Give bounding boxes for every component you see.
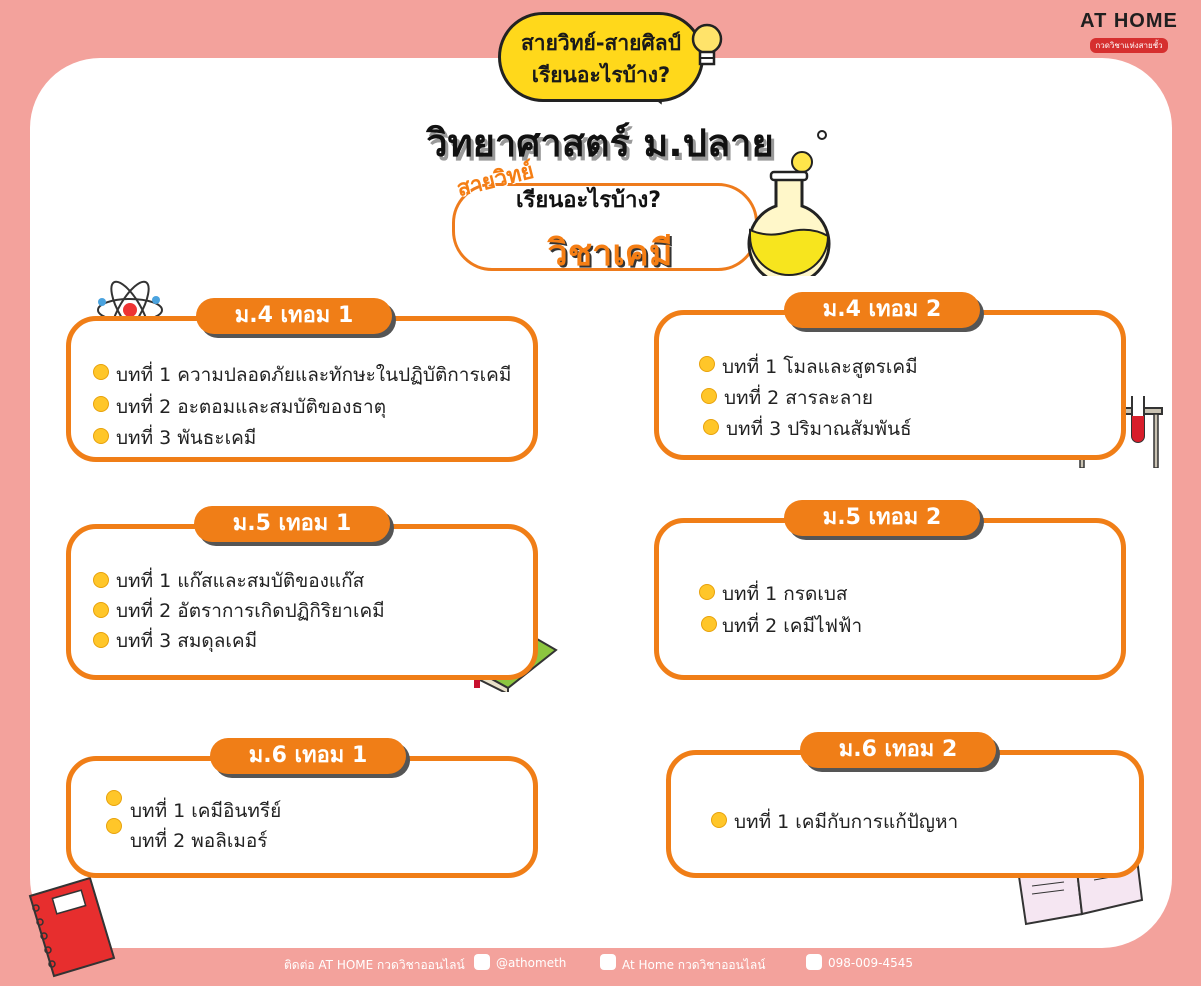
bullet-icon	[93, 572, 109, 588]
bullet-icon	[703, 419, 719, 435]
footer-contact-text: ติดต่อ AT HOME กวดวิชาออนไลน์	[284, 958, 465, 972]
bullet-icon	[106, 818, 122, 834]
bubble-line2: เรียนอะไรบ้าง?	[531, 63, 671, 87]
study-question: เรียนอะไรบ้าง?	[516, 188, 661, 213]
subject-title: วิชาเคมี	[547, 233, 673, 274]
bullet-icon	[93, 428, 109, 444]
line-icon	[474, 954, 490, 970]
section-label-m5-term2: ม.5 เทอม 2	[784, 500, 980, 536]
section-label-m4-term1: ม.4 เทอม 1	[196, 298, 392, 334]
bullet-icon	[701, 388, 717, 404]
brand-tagline: กวดวิชาแห่งสายชั้ว	[1090, 38, 1167, 53]
bullet-icon	[699, 356, 715, 372]
chapter-item: บทที่ 3 สมดุลเคมี	[116, 630, 258, 652]
bullet-icon	[93, 396, 109, 412]
lightbulb-icon	[690, 22, 724, 74]
phone-icon	[806, 954, 822, 970]
brand-name: AT HOME	[1080, 10, 1178, 32]
bullet-icon	[699, 584, 715, 600]
chapter-item: บทที่ 2 อัตราการเกิดปฏิกิริยาเคมี	[116, 600, 385, 622]
track-label: สายวิทย์	[454, 158, 537, 203]
chapter-item: บทที่ 1 ความปลอดภัยและทักษะในปฏิบัติการเคมี	[116, 364, 512, 386]
footer-line-id[interactable]: @athometh	[496, 956, 567, 970]
chapter-item: บทที่ 3 พันธะเคมี	[116, 427, 257, 449]
bullet-icon	[93, 364, 109, 380]
brand-logo[interactable]	[1074, 10, 1184, 53]
section-label-m5-term1: ม.5 เทอม 1	[194, 506, 390, 542]
bullet-icon	[93, 602, 109, 618]
speech-bubble	[498, 12, 704, 102]
bullet-icon	[701, 616, 717, 632]
bullet-icon	[93, 632, 109, 648]
footer-contact-bar	[0, 950, 1201, 986]
page-title: วิทยาศาสตร์ ม.ปลาย	[426, 121, 774, 165]
facebook-icon	[600, 954, 616, 970]
chapter-item: บทที่ 2 พอลิเมอร์	[130, 830, 268, 852]
flask-icon	[740, 126, 836, 276]
chapter-item: บทที่ 1 กรดเบส	[722, 583, 848, 605]
section-label-m6-term2: ม.6 เทอม 2	[800, 732, 996, 768]
footer-phone[interactable]: 098-009-4545	[828, 956, 914, 970]
chapter-item: บทที่ 2 เคมีไฟฟ้า	[722, 615, 863, 637]
chapter-item: บทที่ 1 โมลและสูตรเคมี	[722, 356, 918, 378]
chapter-item: บทที่ 2 สารละลาย	[724, 387, 874, 409]
chapter-item: บทที่ 3 ปริมาณสัมพันธ์	[726, 418, 912, 440]
bubble-line1: สายวิทย์-สายศิลป์	[520, 31, 681, 55]
bullet-icon	[711, 812, 727, 828]
chapter-item: บทที่ 1 แก๊สและสมบัติของแก๊ส	[116, 570, 365, 592]
footer-facebook[interactable]: At Home กวดวิชาออนไลน์	[622, 958, 766, 972]
chapter-item: บทที่ 1 เคมีกับการแก้ปัญหา	[734, 811, 959, 833]
section-label-m6-term1: ม.6 เทอม 1	[210, 738, 406, 774]
chapter-item: บทที่ 1 เคมีอินทรีย์	[130, 800, 282, 822]
section-label-m4-term2: ม.4 เทอม 2	[784, 292, 980, 328]
bullet-icon	[106, 790, 122, 806]
chapter-item: บทที่ 2 อะตอมและสมบัติของธาตุ	[116, 396, 387, 418]
